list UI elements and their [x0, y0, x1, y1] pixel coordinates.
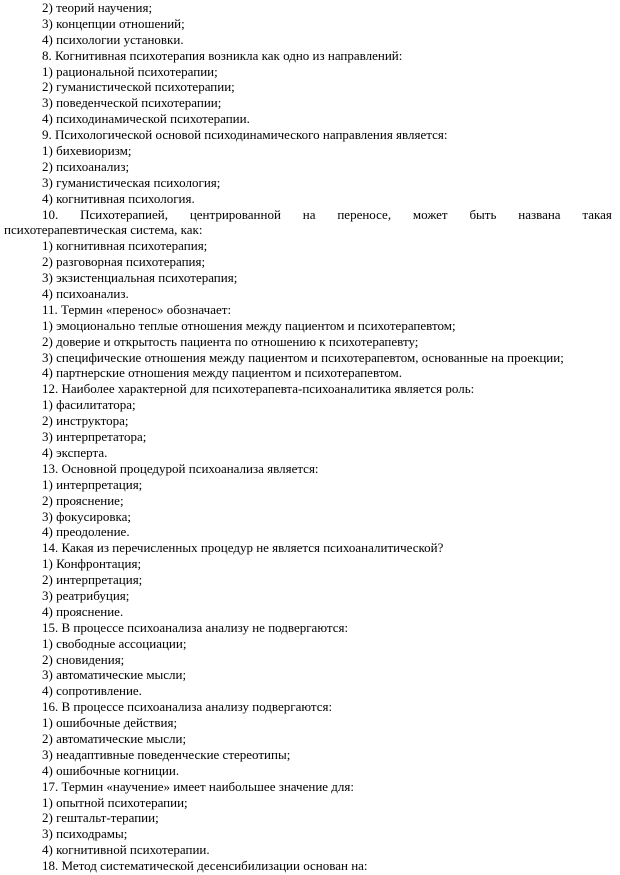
text-line: 2) гуманистической психотерапии; [42, 79, 235, 95]
text-line: 2) психоанализ; [42, 158, 130, 174]
text-line: психотерапевтическая система, как: [4, 222, 203, 238]
text-line: 2) разговорная психотерапия; [42, 254, 206, 270]
text-line: 4) эксперта. [42, 444, 108, 460]
text-line: 3) гуманистическая психология; [42, 174, 221, 190]
word: переносе, [337, 206, 392, 222]
word: на [302, 206, 316, 222]
text-line: 2) гештальт-терапии; [42, 810, 159, 826]
text-line: 2) теорий научения; [42, 0, 153, 15]
text-line: 2) прояснение; [42, 492, 124, 508]
text-line: 1) когнитивная психотерапия; [42, 238, 208, 254]
text-line: 3) специфические отношения между пациентом и психотерапевтом, основанные на проекции; [42, 349, 564, 365]
text-line: 18. Метод систематической десенсибилизации основан на: [42, 858, 368, 874]
text-line: 1) фасилитатора; [42, 397, 136, 413]
text-line: 3) концепции отношений; [42, 15, 185, 31]
text-line: 3) автоматические мысли; [42, 667, 187, 683]
text-line: 2) инструктора; [42, 413, 129, 429]
text-line: 4) ошибочные когниции. [42, 762, 180, 778]
text-line: 3) неадаптивные поведенческие стереотипы; [42, 746, 291, 762]
text-line: 1) свободные ассоциации; [42, 635, 187, 651]
text-line: 4) партнерские отношения между пациентом и психотерапевтом. [42, 365, 403, 381]
text-line: 1) ошибочные действия; [42, 715, 178, 731]
text-line: 4) когнитивная психология. [42, 190, 195, 206]
text-line: 2) сновидения; [42, 651, 125, 667]
text-line: 1) эмоционально теплые отношения между пациентом и психотерапевтом; [42, 317, 456, 333]
text-line: 2) интерпретация; [42, 572, 143, 588]
text-line: 16. В процессе психоанализа анализу подвергаются: [42, 699, 333, 715]
text-line: 4) преодоление. [42, 524, 130, 540]
text-line: 2) доверие и открытость пациента по отношению к психотерапевту; [42, 333, 419, 349]
text-line: 4) прояснение. [42, 603, 124, 619]
text-line: 11. Термин «перенос» обозначает: [42, 301, 232, 317]
text-line: 4) психодинамической психотерапии. [42, 111, 250, 127]
text-line: 4) сопротивление. [42, 683, 142, 699]
word: центрированной [189, 206, 281, 222]
text-line: 8. Когнитивная психотерапия возникла как одно из направлений: [42, 47, 403, 63]
text-line: 3) экзистенциальная психотерапия; [42, 270, 238, 286]
text-line: 1) опытной психотерапии; [42, 794, 188, 810]
text-line [4, 207, 620, 223]
text-line: 3) реатрибуция; [42, 587, 130, 603]
text-line: 3) фокусировка; [42, 508, 132, 524]
word: быть [469, 206, 497, 222]
text-line: 4) психоанализ. [42, 286, 129, 302]
text-line: 1) бихевиоризм; [42, 143, 132, 159]
text-line: 1) рациональной психотерапии; [42, 63, 218, 79]
text-line: 3) поведенческой психотерапии; [42, 95, 222, 111]
text-line: 2) автоматические мысли; [42, 730, 187, 746]
text-line: 4) когнитивной психотерапии. [42, 842, 210, 858]
text-line: 1) Конфронтация; [42, 556, 142, 572]
text-line: 4) психологии установки. [42, 31, 184, 47]
word: названа [518, 206, 561, 222]
word: может [412, 206, 448, 222]
text-line: 3) интерпретатора; [42, 429, 147, 445]
text-line: 13. Основной процедурой психоанализа является: [42, 460, 319, 476]
word: 10. [42, 206, 59, 222]
text-line: 9. Психологической основой психодинамического направления является: [42, 127, 448, 143]
text-line: 3) психодрамы; [42, 826, 128, 842]
text-line: 14. Какая из перечисленных процедур не является психоаналитической? [42, 540, 444, 556]
text-line: 17. Термин «научение» имеет наибольшее значение для: [42, 778, 354, 794]
word: Психотерапией, [80, 206, 168, 222]
word: такая [582, 206, 612, 222]
text-line: 1) интерпретация; [42, 476, 143, 492]
text-line: 15. В процессе психоанализа анализу не подвергаются: [42, 619, 349, 635]
text-line: 12. Наиболее характерной для психотерапевта-психоаналитика является роль: [42, 381, 475, 397]
